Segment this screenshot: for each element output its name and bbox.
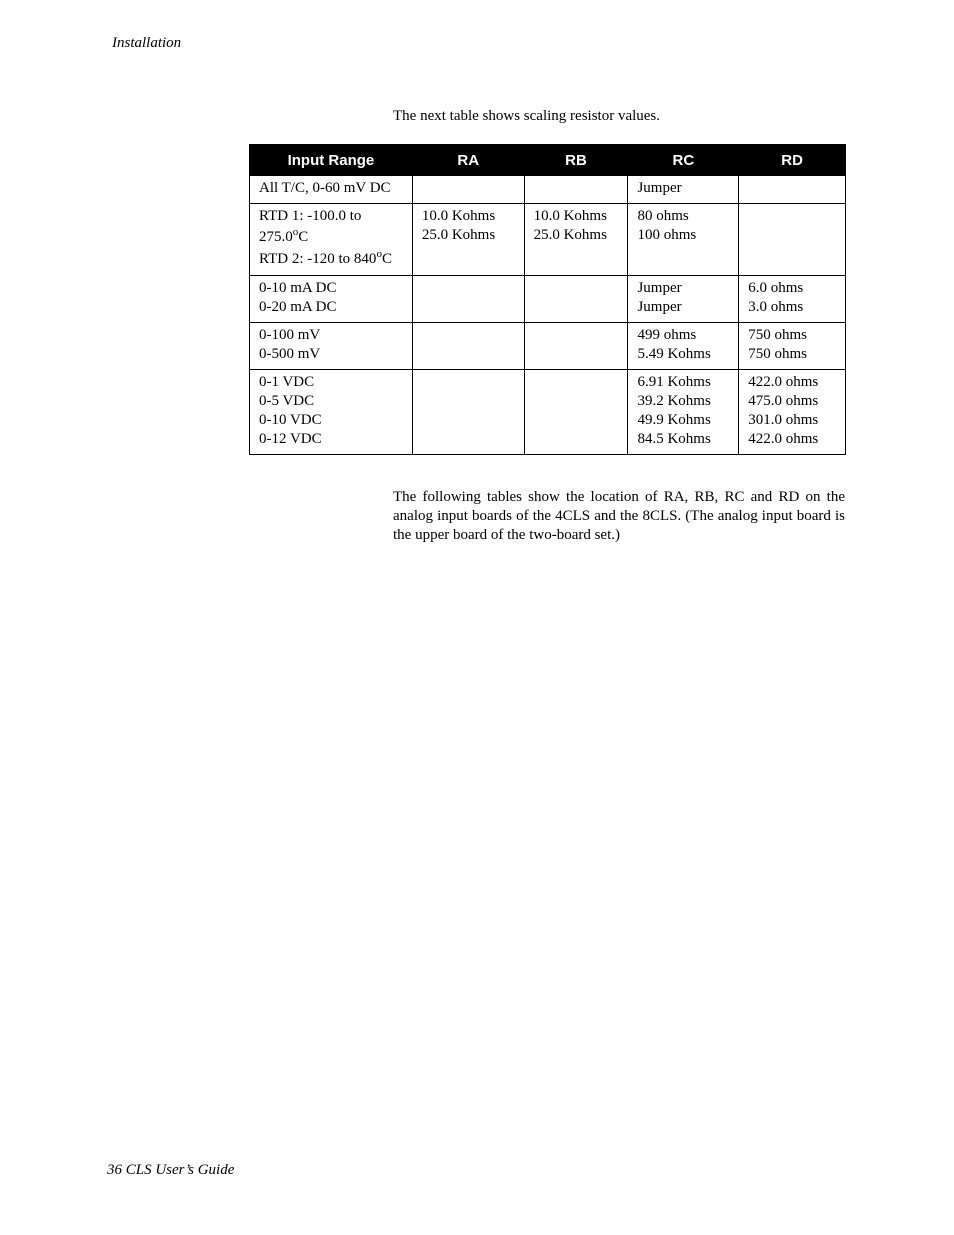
- table-row: [250, 370, 846, 455]
- cell-line: 301.0 ohms: [748, 412, 819, 428]
- cell-line: 100 ohms: [637, 227, 697, 243]
- cell-line: 25.0 Kohms: [421, 227, 496, 243]
- intro-text: The next table shows scaling resistor values.: [393, 108, 661, 124]
- degree-symbol: o: [376, 248, 382, 260]
- cell-rb: [524, 323, 628, 370]
- cell-line: 0-20 mA DC: [259, 299, 337, 315]
- cell-text: 275.0: [259, 229, 293, 245]
- cell-rc: [628, 323, 739, 370]
- cell-line: 0-100 mV: [259, 327, 321, 343]
- cell-input-range: [250, 370, 413, 455]
- cell-line: 0-500 mV: [259, 346, 321, 362]
- cell-line: 25.0 Kohms: [533, 227, 607, 243]
- table-row: [250, 276, 846, 323]
- cell-rb: [524, 204, 628, 276]
- cell-rb: [524, 276, 628, 323]
- cell-line: 10.0 Kohms: [533, 208, 607, 224]
- cell-line: 0-12 VDC: [259, 431, 322, 447]
- cell-line: 39.2 Kohms: [637, 393, 711, 409]
- cell-ra: [412, 370, 524, 455]
- cell-text: RTD 2: -120 to 840: [259, 251, 377, 267]
- cell-line: [259, 207, 404, 226]
- header-rd: RD: [739, 145, 846, 176]
- page-footer: 36 CLS User’s Guide: [107, 1162, 235, 1178]
- running-header: Installation: [112, 35, 182, 51]
- cell-line: 422.0 ohms: [748, 374, 819, 390]
- cell-line: 80 ohms: [637, 208, 689, 224]
- cell-input-range: [250, 204, 413, 276]
- cell-line: Jumper: [637, 280, 682, 296]
- cell-rc: [628, 176, 739, 204]
- cell-ra: [412, 323, 524, 370]
- cell-line: 750 ohms: [748, 346, 807, 362]
- cell-line: 6.91 Kohms: [637, 374, 711, 390]
- table-header-row: [250, 145, 846, 176]
- cell-rd: [739, 276, 846, 323]
- cell-rd: [739, 176, 846, 204]
- cell-line: 422.0 ohms: [748, 431, 819, 447]
- cell-rd: [739, 204, 846, 276]
- cell-line: Jumper: [637, 180, 682, 196]
- cell-line: 750 ohms: [748, 327, 807, 343]
- cell-line: 10.0 Kohms: [421, 208, 496, 224]
- unit-text: C: [381, 251, 392, 267]
- cell-line: 5.49 Kohms: [637, 346, 711, 362]
- cell-line: All T/C, 0-60 mV DC: [259, 180, 391, 196]
- header-rc: RC: [628, 145, 739, 176]
- cell-line: 499 ohms: [637, 327, 697, 343]
- cell-ra: [412, 204, 524, 276]
- cell-text: RTD 1: -100.0 to: [259, 208, 362, 224]
- scaling-resistor-table: [249, 144, 846, 455]
- cell-input-range: [250, 176, 413, 204]
- cell-line: 0-10 VDC: [259, 412, 322, 428]
- cell-line: Jumper: [637, 299, 682, 315]
- header-rb: RB: [524, 145, 628, 176]
- body-paragraph: The following tables show the location of RA, RB, RC and RD on the analog input boards of the 4CLS and the 8CLS. (The analog input board is the upper board of the two-board set.): [393, 489, 845, 543]
- cell-line: 0-10 mA DC: [259, 280, 337, 296]
- unit-text: C: [298, 229, 309, 245]
- cell-rb: [524, 176, 628, 204]
- cell-line: 0-1 VDC: [259, 374, 315, 390]
- header-ra: RA: [412, 145, 524, 176]
- cell-line: 3.0 ohms: [748, 299, 804, 315]
- cell-rd: [739, 323, 846, 370]
- table-row: [250, 204, 846, 276]
- table-row: [250, 323, 846, 370]
- cell-rc: [628, 276, 739, 323]
- cell-input-range: [250, 323, 413, 370]
- cell-line: [259, 226, 404, 248]
- cell-line: 84.5 Kohms: [637, 431, 711, 447]
- cell-line: 475.0 ohms: [748, 393, 819, 409]
- degree-symbol: o: [292, 226, 299, 238]
- cell-line: 6.0 ohms: [748, 280, 804, 296]
- table-row: [250, 176, 846, 204]
- cell-rb: [524, 370, 628, 455]
- cell-line: 49.9 Kohms: [637, 412, 711, 428]
- cell-ra: [412, 176, 524, 204]
- cell-line: [259, 248, 404, 270]
- cell-rc: [628, 204, 739, 276]
- cell-input-range: [250, 276, 413, 323]
- cell-ra: [412, 276, 524, 323]
- cell-rc: [628, 370, 739, 455]
- header-input-range: Input Range: [250, 145, 413, 176]
- cell-rd: [739, 370, 846, 455]
- cell-line: 0-5 VDC: [259, 393, 315, 409]
